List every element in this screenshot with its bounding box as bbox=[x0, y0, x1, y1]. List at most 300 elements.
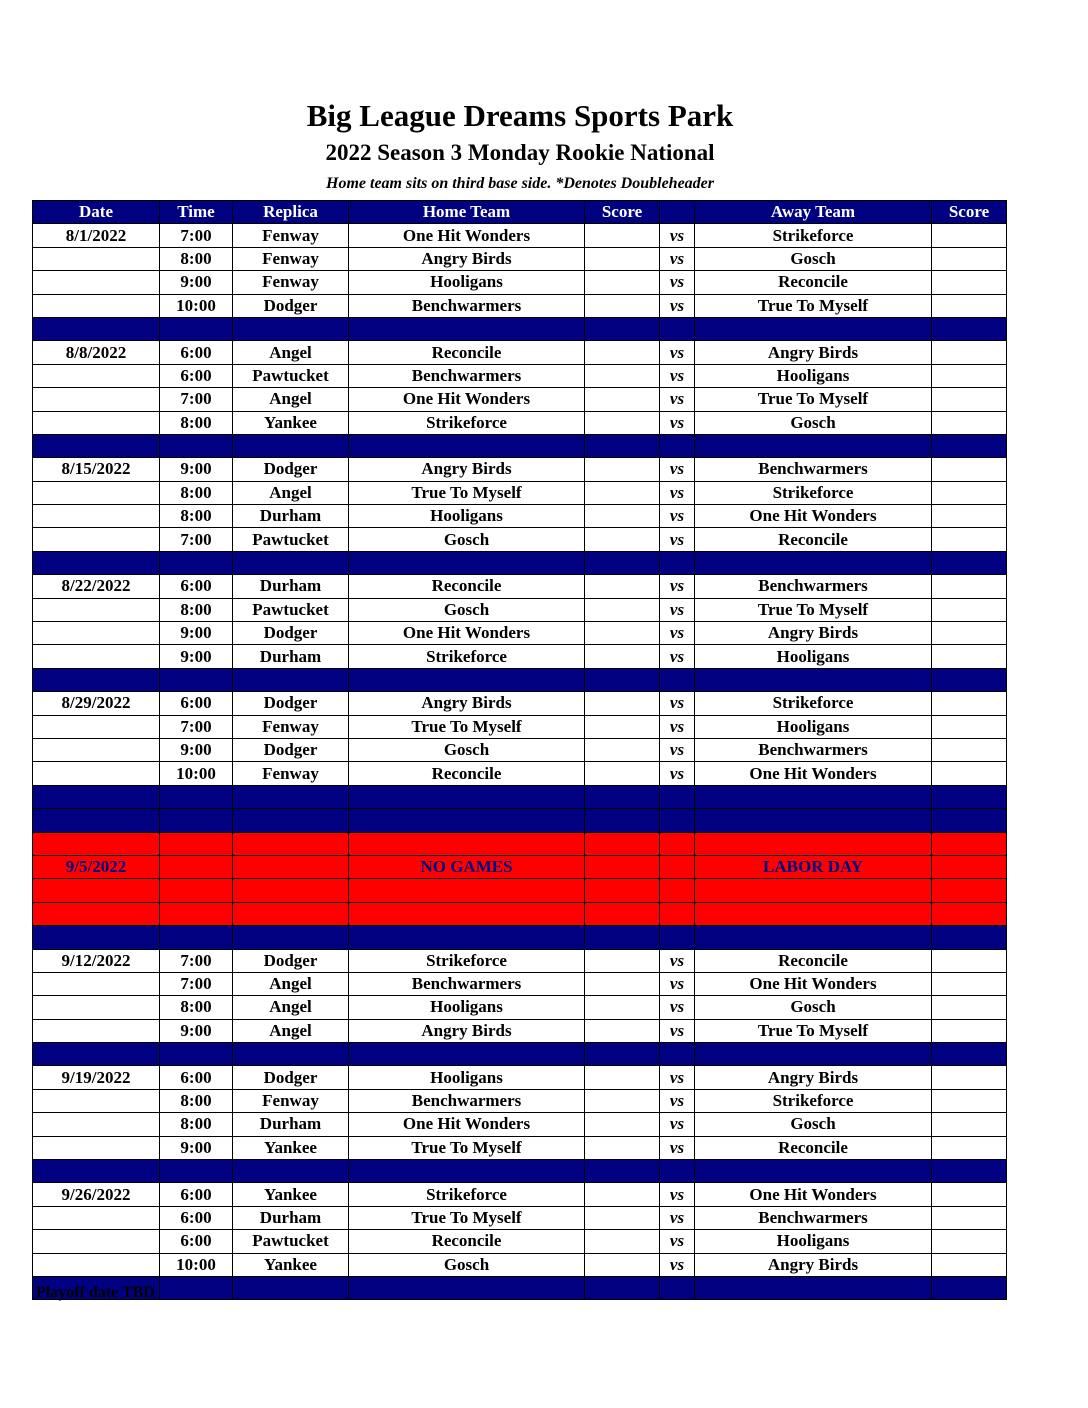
field-cell bbox=[233, 855, 349, 878]
date-cell bbox=[33, 1206, 160, 1229]
score-cell bbox=[932, 1113, 1007, 1136]
separator-cell bbox=[932, 926, 1007, 949]
score-cell bbox=[585, 622, 660, 645]
separator-cell bbox=[660, 1276, 695, 1299]
away-team-cell: Benchwarmers bbox=[695, 575, 932, 598]
field-cell: Pawtucket bbox=[233, 364, 349, 387]
time-cell: 8:00 bbox=[160, 598, 233, 621]
home-team-cell: Reconcile bbox=[349, 341, 585, 364]
date-cell bbox=[33, 972, 160, 995]
score-cell bbox=[585, 341, 660, 364]
time-cell: 6:00 bbox=[160, 1230, 233, 1253]
separator-cell bbox=[660, 1043, 695, 1066]
home-team-cell: Gosch bbox=[349, 598, 585, 621]
column-header: Time bbox=[160, 201, 233, 224]
date-cell bbox=[33, 505, 160, 528]
score-cell bbox=[585, 645, 660, 668]
game-row bbox=[33, 1206, 1007, 1229]
score-cell bbox=[932, 1136, 1007, 1159]
column-header: Away Team bbox=[695, 201, 932, 224]
home-team-cell: Benchwarmers bbox=[349, 1089, 585, 1112]
game-row bbox=[33, 528, 1007, 551]
separator-cell bbox=[160, 551, 233, 574]
away-team-cell: True To Myself bbox=[695, 1019, 932, 1042]
away-team-cell: Benchwarmers bbox=[695, 458, 932, 481]
vs-cell: vs bbox=[660, 692, 695, 715]
field-cell: Fenway bbox=[233, 762, 349, 785]
away-team-cell: Reconcile bbox=[695, 1136, 932, 1159]
score-cell bbox=[932, 855, 1007, 878]
separator-cell bbox=[33, 785, 160, 808]
time-cell bbox=[160, 855, 233, 878]
time-cell: 9:00 bbox=[160, 1136, 233, 1159]
date-cell: 8/1/2022 bbox=[33, 224, 160, 247]
score-cell bbox=[585, 1113, 660, 1136]
score-cell bbox=[932, 528, 1007, 551]
date-cell bbox=[33, 411, 160, 434]
game-row bbox=[33, 294, 1007, 317]
time-cell: 8:00 bbox=[160, 1113, 233, 1136]
separator-cell bbox=[33, 317, 160, 340]
vs-cell: vs bbox=[660, 575, 695, 598]
vs-cell: vs bbox=[660, 247, 695, 270]
vs-cell: vs bbox=[660, 458, 695, 481]
column-header: Score bbox=[585, 201, 660, 224]
field-cell: Fenway bbox=[233, 224, 349, 247]
separator-cell bbox=[233, 1160, 349, 1183]
game-row bbox=[33, 996, 1007, 1019]
vs-cell: vs bbox=[660, 341, 695, 364]
away-team-cell bbox=[695, 879, 932, 902]
vs-cell: vs bbox=[660, 715, 695, 738]
vs-cell: vs bbox=[660, 1136, 695, 1159]
score-cell bbox=[585, 528, 660, 551]
separator-cell bbox=[932, 1160, 1007, 1183]
separator-cell bbox=[349, 434, 585, 457]
time-cell: 10:00 bbox=[160, 294, 233, 317]
home-team-cell: Angry Birds bbox=[349, 1019, 585, 1042]
column-header: Home Team bbox=[349, 201, 585, 224]
separator-cell bbox=[33, 809, 160, 832]
separator-cell bbox=[349, 668, 585, 691]
field-cell: Durham bbox=[233, 1113, 349, 1136]
separator-cell bbox=[660, 551, 695, 574]
field-cell: Dodger bbox=[233, 458, 349, 481]
separator-cell bbox=[585, 926, 660, 949]
date-cell bbox=[33, 738, 160, 761]
field-cell: Durham bbox=[233, 505, 349, 528]
score-cell bbox=[932, 1253, 1007, 1276]
field-cell: Durham bbox=[233, 1206, 349, 1229]
time-cell: 7:00 bbox=[160, 528, 233, 551]
score-cell bbox=[932, 247, 1007, 270]
vs-cell: vs bbox=[660, 481, 695, 504]
separator-cell bbox=[160, 1160, 233, 1183]
separator-row bbox=[33, 1276, 1007, 1299]
home-team-cell: Hooligans bbox=[349, 505, 585, 528]
separator-cell bbox=[660, 809, 695, 832]
score-cell bbox=[585, 294, 660, 317]
away-team-cell: Strikeforce bbox=[695, 1089, 932, 1112]
score-cell bbox=[585, 224, 660, 247]
game-row bbox=[33, 224, 1007, 247]
home-team-cell: Benchwarmers bbox=[349, 294, 585, 317]
field-cell bbox=[233, 902, 349, 925]
date-cell: 8/15/2022 bbox=[33, 458, 160, 481]
home-team-cell: NO GAMES bbox=[349, 855, 585, 878]
date-cell bbox=[33, 622, 160, 645]
time-cell: 7:00 bbox=[160, 949, 233, 972]
time-cell: 9:00 bbox=[160, 738, 233, 761]
away-team-cell: One Hit Wonders bbox=[695, 1183, 932, 1206]
game-row bbox=[33, 949, 1007, 972]
separator-cell bbox=[695, 785, 932, 808]
separator-cell bbox=[932, 809, 1007, 832]
date-cell bbox=[33, 1230, 160, 1253]
score-cell bbox=[932, 715, 1007, 738]
vs-cell: vs bbox=[660, 294, 695, 317]
separator-cell bbox=[695, 1276, 932, 1299]
game-row bbox=[33, 247, 1007, 270]
home-team-cell: Benchwarmers bbox=[349, 972, 585, 995]
separator-cell bbox=[932, 317, 1007, 340]
separator-cell bbox=[695, 1043, 932, 1066]
score-cell bbox=[932, 575, 1007, 598]
separator-cell bbox=[160, 668, 233, 691]
away-team-cell: Gosch bbox=[695, 411, 932, 434]
score-cell bbox=[932, 972, 1007, 995]
date-cell bbox=[33, 1019, 160, 1042]
date-cell bbox=[33, 388, 160, 411]
score-cell bbox=[585, 692, 660, 715]
score-cell bbox=[585, 832, 660, 855]
away-team-cell: True To Myself bbox=[695, 388, 932, 411]
score-cell bbox=[932, 388, 1007, 411]
score-cell bbox=[932, 481, 1007, 504]
score-cell bbox=[932, 224, 1007, 247]
date-cell bbox=[33, 294, 160, 317]
column-header bbox=[660, 201, 695, 224]
vs-cell bbox=[660, 855, 695, 878]
separator-cell bbox=[160, 926, 233, 949]
home-team-cell: Gosch bbox=[349, 1253, 585, 1276]
away-team-cell: Hooligans bbox=[695, 715, 932, 738]
score-cell bbox=[932, 505, 1007, 528]
page-subtitle: 2022 Season 3 Monday Rookie National bbox=[325, 140, 715, 165]
separator-cell bbox=[33, 668, 160, 691]
vs-cell: vs bbox=[660, 271, 695, 294]
score-cell bbox=[585, 902, 660, 925]
field-cell bbox=[233, 879, 349, 902]
time-cell: 8:00 bbox=[160, 481, 233, 504]
away-team-cell: Gosch bbox=[695, 1113, 932, 1136]
holiday-row bbox=[33, 902, 1007, 925]
score-cell bbox=[585, 738, 660, 761]
separator-cell bbox=[932, 1043, 1007, 1066]
separator-cell bbox=[932, 668, 1007, 691]
away-team-cell: Angry Birds bbox=[695, 1066, 932, 1089]
date-cell bbox=[33, 598, 160, 621]
away-team-cell: LABOR DAY bbox=[695, 855, 932, 878]
game-row bbox=[33, 1089, 1007, 1112]
home-team-cell: Hooligans bbox=[349, 996, 585, 1019]
field-cell: Yankee bbox=[233, 411, 349, 434]
field-cell: Angel bbox=[233, 1019, 349, 1042]
game-row bbox=[33, 481, 1007, 504]
separator-cell bbox=[349, 1160, 585, 1183]
game-row bbox=[33, 411, 1007, 434]
vs-cell: vs bbox=[660, 505, 695, 528]
time-cell: 7:00 bbox=[160, 715, 233, 738]
separator-cell bbox=[585, 785, 660, 808]
separator-cell bbox=[660, 317, 695, 340]
footer-note: Playoff date TBD bbox=[36, 1284, 155, 1301]
vs-cell: vs bbox=[660, 1230, 695, 1253]
score-cell bbox=[585, 271, 660, 294]
separator-cell bbox=[695, 551, 932, 574]
time-cell: 8:00 bbox=[160, 1089, 233, 1112]
vs-cell: vs bbox=[660, 1066, 695, 1089]
field-cell: Dodger bbox=[233, 738, 349, 761]
away-team-cell: Strikeforce bbox=[695, 224, 932, 247]
separator-cell bbox=[233, 785, 349, 808]
separator-cell bbox=[660, 785, 695, 808]
separator-cell bbox=[932, 434, 1007, 457]
away-team-cell: Strikeforce bbox=[695, 481, 932, 504]
time-cell: 8:00 bbox=[160, 411, 233, 434]
score-cell bbox=[585, 1136, 660, 1159]
score-cell bbox=[585, 411, 660, 434]
time-cell: 6:00 bbox=[160, 1206, 233, 1229]
away-team-cell: One Hit Wonders bbox=[695, 505, 932, 528]
column-header: Date bbox=[33, 201, 160, 224]
separator-cell bbox=[660, 668, 695, 691]
field-cell: Durham bbox=[233, 645, 349, 668]
separator-cell bbox=[695, 1160, 932, 1183]
vs-cell: vs bbox=[660, 1253, 695, 1276]
time-cell: 7:00 bbox=[160, 224, 233, 247]
separator-cell bbox=[349, 1043, 585, 1066]
score-cell bbox=[932, 949, 1007, 972]
score-cell bbox=[585, 247, 660, 270]
home-team-cell: True To Myself bbox=[349, 1206, 585, 1229]
separator-cell bbox=[233, 551, 349, 574]
time-cell: 8:00 bbox=[160, 996, 233, 1019]
score-cell bbox=[932, 1019, 1007, 1042]
score-cell bbox=[585, 855, 660, 878]
game-row bbox=[33, 1136, 1007, 1159]
away-team-cell: Benchwarmers bbox=[695, 738, 932, 761]
time-cell: 6:00 bbox=[160, 692, 233, 715]
away-team-cell: Angry Birds bbox=[695, 622, 932, 645]
score-cell bbox=[932, 692, 1007, 715]
home-team-cell: True To Myself bbox=[349, 715, 585, 738]
game-row bbox=[33, 1183, 1007, 1206]
separator-row bbox=[33, 926, 1007, 949]
home-team-cell: Strikeforce bbox=[349, 411, 585, 434]
game-row bbox=[33, 388, 1007, 411]
separator-row bbox=[33, 1160, 1007, 1183]
home-team-cell bbox=[349, 879, 585, 902]
time-cell: 6:00 bbox=[160, 1183, 233, 1206]
separator-cell bbox=[695, 434, 932, 457]
separator-cell bbox=[932, 551, 1007, 574]
away-team-cell: Gosch bbox=[695, 996, 932, 1019]
score-cell bbox=[585, 972, 660, 995]
score-cell bbox=[585, 996, 660, 1019]
away-team-cell: Benchwarmers bbox=[695, 1206, 932, 1229]
vs-cell: vs bbox=[660, 645, 695, 668]
vs-cell: vs bbox=[660, 949, 695, 972]
score-cell bbox=[585, 598, 660, 621]
field-cell: Yankee bbox=[233, 1253, 349, 1276]
vs-cell bbox=[660, 879, 695, 902]
page-title: Big League Dreams Sports Park bbox=[306, 98, 734, 133]
separator-cell bbox=[585, 1160, 660, 1183]
score-cell bbox=[932, 1230, 1007, 1253]
home-team-cell: Reconcile bbox=[349, 762, 585, 785]
vs-cell: vs bbox=[660, 738, 695, 761]
away-team-cell: Gosch bbox=[695, 247, 932, 270]
game-row bbox=[33, 271, 1007, 294]
score-cell bbox=[932, 1066, 1007, 1089]
away-team-cell: True To Myself bbox=[695, 598, 932, 621]
vs-cell bbox=[660, 832, 695, 855]
field-cell: Pawtucket bbox=[233, 1230, 349, 1253]
score-cell bbox=[585, 505, 660, 528]
game-row bbox=[33, 715, 1007, 738]
time-cell: 10:00 bbox=[160, 762, 233, 785]
field-cell: Yankee bbox=[233, 1136, 349, 1159]
date-cell bbox=[33, 879, 160, 902]
date-cell bbox=[33, 715, 160, 738]
game-row bbox=[33, 1019, 1007, 1042]
score-cell bbox=[585, 388, 660, 411]
separator-row bbox=[33, 317, 1007, 340]
date-cell: 9/26/2022 bbox=[33, 1183, 160, 1206]
score-cell bbox=[585, 458, 660, 481]
separator-cell bbox=[233, 926, 349, 949]
home-team-cell: Gosch bbox=[349, 528, 585, 551]
home-team-cell: One Hit Wonders bbox=[349, 224, 585, 247]
away-team-cell: Reconcile bbox=[695, 271, 932, 294]
home-team-cell: Gosch bbox=[349, 738, 585, 761]
time-cell: 9:00 bbox=[160, 271, 233, 294]
separator-cell bbox=[160, 809, 233, 832]
home-team-cell: Strikeforce bbox=[349, 1183, 585, 1206]
separator-cell bbox=[660, 434, 695, 457]
home-team-cell: Strikeforce bbox=[349, 645, 585, 668]
field-cell: Dodger bbox=[233, 1066, 349, 1089]
home-team-cell: Reconcile bbox=[349, 1230, 585, 1253]
score-cell bbox=[932, 1089, 1007, 1112]
separator-cell bbox=[349, 551, 585, 574]
separator-cell bbox=[33, 434, 160, 457]
vs-cell: vs bbox=[660, 996, 695, 1019]
time-cell: 9:00 bbox=[160, 458, 233, 481]
separator-cell bbox=[160, 317, 233, 340]
game-row bbox=[33, 1253, 1007, 1276]
date-cell bbox=[33, 528, 160, 551]
separator-cell bbox=[33, 926, 160, 949]
separator-cell bbox=[33, 1160, 160, 1183]
away-team-cell: True To Myself bbox=[695, 294, 932, 317]
field-cell bbox=[233, 832, 349, 855]
game-row bbox=[33, 972, 1007, 995]
game-row bbox=[33, 1113, 1007, 1136]
holiday-row bbox=[33, 879, 1007, 902]
separator-cell bbox=[585, 1276, 660, 1299]
score-cell bbox=[585, 1206, 660, 1229]
separator-row bbox=[33, 1043, 1007, 1066]
date-cell: 8/29/2022 bbox=[33, 692, 160, 715]
game-row bbox=[33, 622, 1007, 645]
separator-row bbox=[33, 551, 1007, 574]
score-cell bbox=[585, 364, 660, 387]
score-cell bbox=[932, 364, 1007, 387]
score-cell bbox=[585, 949, 660, 972]
date-cell: 8/22/2022 bbox=[33, 575, 160, 598]
separator-cell bbox=[233, 317, 349, 340]
game-row bbox=[33, 1066, 1007, 1089]
away-team-cell: One Hit Wonders bbox=[695, 972, 932, 995]
date-cell bbox=[33, 645, 160, 668]
field-cell: Angel bbox=[233, 481, 349, 504]
holiday-row bbox=[33, 832, 1007, 855]
home-team-cell bbox=[349, 832, 585, 855]
time-cell: 6:00 bbox=[160, 575, 233, 598]
field-cell: Dodger bbox=[233, 949, 349, 972]
score-cell bbox=[585, 1066, 660, 1089]
score-cell bbox=[932, 458, 1007, 481]
separator-cell bbox=[695, 317, 932, 340]
score-cell bbox=[932, 341, 1007, 364]
score-cell bbox=[932, 1206, 1007, 1229]
home-team-cell: One Hit Wonders bbox=[349, 388, 585, 411]
date-cell bbox=[33, 1089, 160, 1112]
score-cell bbox=[585, 762, 660, 785]
vs-cell: vs bbox=[660, 528, 695, 551]
field-cell: Fenway bbox=[233, 271, 349, 294]
vs-cell: vs bbox=[660, 1019, 695, 1042]
game-row bbox=[33, 505, 1007, 528]
vs-cell: vs bbox=[660, 1183, 695, 1206]
separator-cell bbox=[349, 926, 585, 949]
score-cell bbox=[585, 715, 660, 738]
home-team-cell: Hooligans bbox=[349, 271, 585, 294]
field-cell: Durham bbox=[233, 575, 349, 598]
field-cell: Fenway bbox=[233, 715, 349, 738]
away-team-cell: One Hit Wonders bbox=[695, 762, 932, 785]
away-team-cell: Reconcile bbox=[695, 528, 932, 551]
score-cell bbox=[932, 902, 1007, 925]
date-cell bbox=[33, 1136, 160, 1159]
game-row bbox=[33, 341, 1007, 364]
separator-cell bbox=[33, 1043, 160, 1066]
home-team-cell: One Hit Wonders bbox=[349, 1113, 585, 1136]
separator-cell bbox=[585, 317, 660, 340]
time-cell: 9:00 bbox=[160, 645, 233, 668]
score-cell bbox=[932, 294, 1007, 317]
date-cell bbox=[33, 902, 160, 925]
separator-cell bbox=[660, 1160, 695, 1183]
score-cell bbox=[585, 575, 660, 598]
time-cell: 9:00 bbox=[160, 622, 233, 645]
separator-cell bbox=[160, 785, 233, 808]
time-cell: 8:00 bbox=[160, 505, 233, 528]
column-header: Replica bbox=[233, 201, 349, 224]
separator-row bbox=[33, 809, 1007, 832]
